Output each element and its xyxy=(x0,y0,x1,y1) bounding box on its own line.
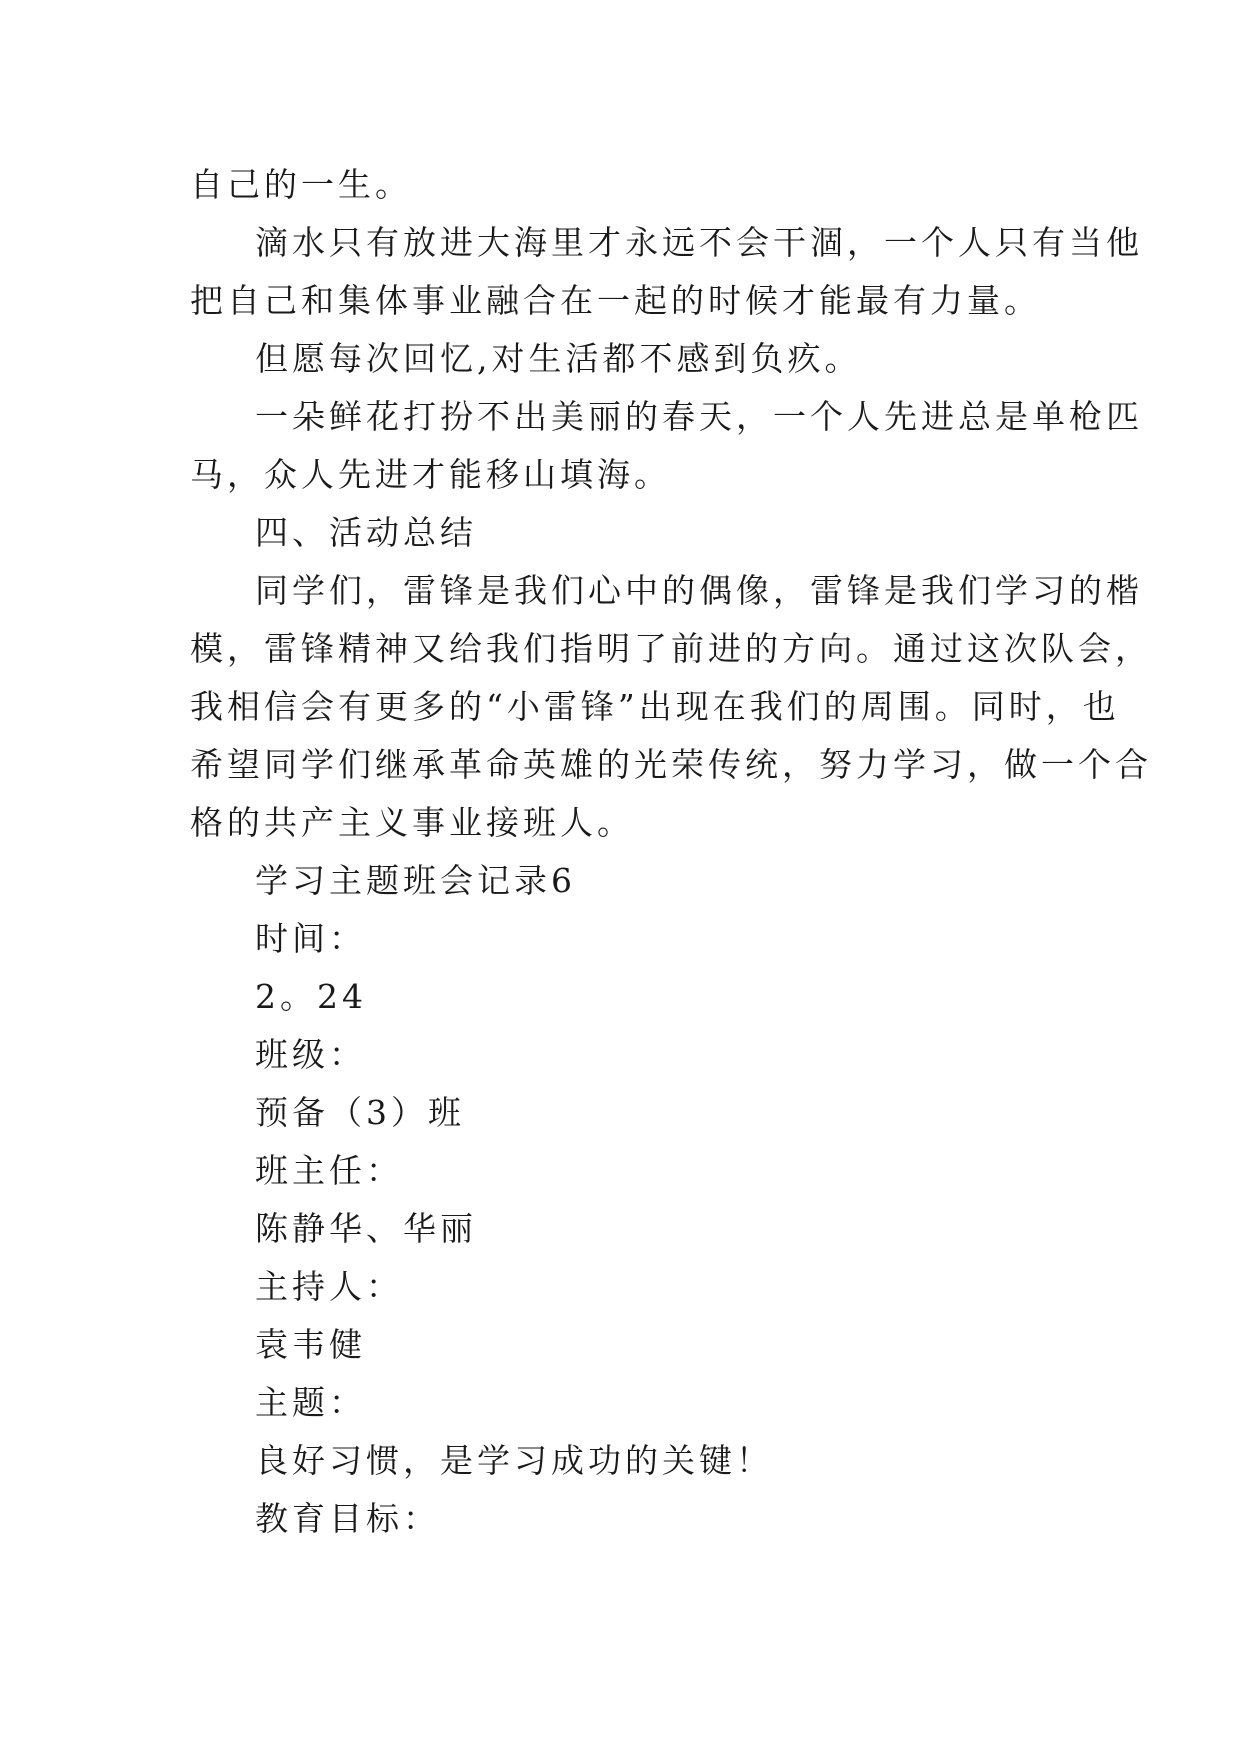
field-value: 2。24 xyxy=(255,977,367,1016)
field-label: 主题： xyxy=(255,1383,366,1422)
field-value: 陈静华、华丽 xyxy=(255,1209,477,1248)
paragraph-line: 一朵鲜花打扮不出美丽的春天，一个人先进总是单枪匹 xyxy=(255,397,1143,436)
paragraph-line: 格的共产主义事业接班人。 xyxy=(190,803,634,842)
field-value: 袁韦健 xyxy=(255,1325,366,1364)
field-label: 教育目标： xyxy=(255,1499,440,1538)
paragraph-line: 我相信会有更多的“小雷锋”出现在我们的周围。同时，也 xyxy=(190,687,1120,726)
section-heading: 四、活动总结 xyxy=(255,513,477,552)
paragraph-line: 希望同学们继承革命英雄的光荣传统，努力学习，做一个合 xyxy=(190,745,1152,784)
field-value: 良好习惯，是学习成功的关键！ xyxy=(255,1441,773,1480)
record-title: 学习主题班会记录6 xyxy=(255,861,576,900)
field-label: 主持人： xyxy=(255,1267,403,1306)
paragraph-line: 马，众人先进才能移山填海。 xyxy=(190,455,671,494)
paragraph-line: 自己的一生。 xyxy=(190,165,412,204)
field-label: 时间： xyxy=(255,919,366,958)
paragraph-line: 把自己和集体事业融合在一起的时候才能最有力量。 xyxy=(190,281,1041,320)
paragraph-line: 模，雷锋精神又给我们指明了前进的方向。通过这次队会， xyxy=(190,629,1152,668)
field-label: 班主任： xyxy=(255,1151,403,1190)
paragraph-line: 同学们，雷锋是我们心中的偶像，雷锋是我们学习的楷 xyxy=(255,571,1143,610)
paragraph-line: 但愿每次回忆,对生活都不感到负疚。 xyxy=(255,339,862,378)
field-value: 预备（3）班 xyxy=(255,1093,465,1132)
field-label: 班级： xyxy=(255,1035,366,1074)
paragraph-line: 滴水只有放进大海里才永远不会干涸，一个人只有当他 xyxy=(255,223,1143,262)
